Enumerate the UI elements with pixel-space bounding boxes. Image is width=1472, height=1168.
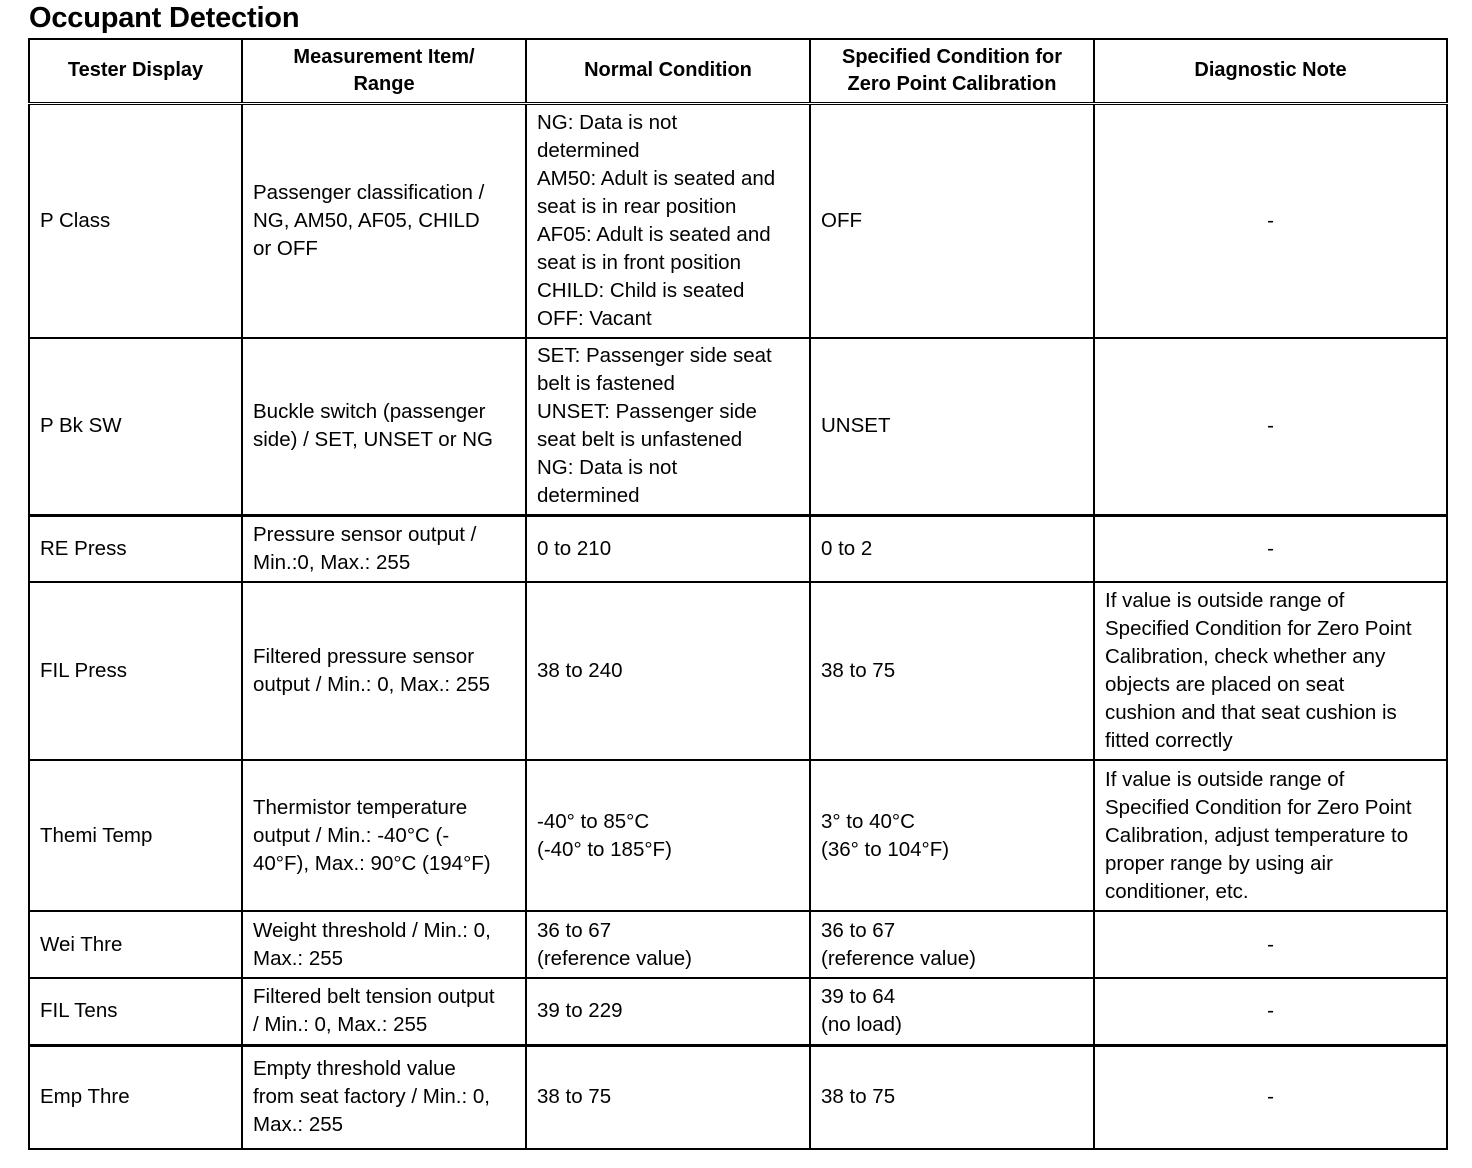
cell-line: Pressure sensor output / xyxy=(253,522,477,546)
cell-line: Buckle switch (passenger xyxy=(253,400,486,424)
cell-normal xyxy=(526,911,810,978)
cell-line: UNSET: Passenger side xyxy=(537,400,757,424)
cell-line: SET: Passenger side seat xyxy=(537,344,772,368)
cell-specified xyxy=(810,911,1094,978)
cell-note xyxy=(1094,582,1447,760)
cell-line: 0 to 210 xyxy=(537,536,612,560)
cell-item xyxy=(242,911,526,978)
cell-line: If value is outside range of xyxy=(1105,767,1345,791)
cell-line: (no load) xyxy=(821,1013,902,1037)
cell-display: FIL Press xyxy=(29,582,242,760)
table-row xyxy=(29,582,1447,760)
cell-note xyxy=(1094,1045,1447,1149)
cell-line: (-40° to 185°F) xyxy=(537,837,672,861)
cell-display: P Bk SW xyxy=(29,338,242,515)
cell-line: 36 to 67 xyxy=(537,918,612,942)
cell-line: - xyxy=(1267,208,1274,232)
cell-item xyxy=(242,1045,526,1149)
cell-line: - xyxy=(1267,1085,1274,1109)
page-title: Occupant Detection xyxy=(29,2,300,34)
cell-item xyxy=(242,338,526,515)
cell-item xyxy=(242,515,526,582)
cell-specified xyxy=(810,760,1094,911)
cell-line: Calibration, check whether any xyxy=(1105,645,1386,668)
cell-line: 3° to 40°C xyxy=(821,809,915,833)
cell-display: P Class xyxy=(29,103,242,338)
table-row xyxy=(29,515,1447,582)
cell-line: - xyxy=(1267,999,1274,1023)
cell-line: - xyxy=(1267,536,1274,560)
cell-line: output / Min.: -40°C (- xyxy=(253,823,450,847)
cell-line: 38 to 240 xyxy=(537,659,623,682)
cell-line: from seat factory / Min.: 0, xyxy=(253,1085,490,1109)
cell-line: cushion and that seat cushion is xyxy=(1105,701,1397,724)
cell-normal xyxy=(526,978,810,1045)
cell-item xyxy=(242,978,526,1045)
cell-line: Max.: 255 xyxy=(253,946,344,970)
cell-line: Thermistor temperature xyxy=(253,795,468,819)
cell-line: -40° to 85°C xyxy=(537,809,650,833)
cell-specified xyxy=(810,978,1094,1045)
cell-line: 38 to 75 xyxy=(821,1085,896,1109)
cell-line: 38 to 75 xyxy=(537,1085,612,1109)
cell-display: Emp Thre xyxy=(29,1045,242,1149)
cell-normal xyxy=(526,760,810,911)
cell-line: NG, AM50, AF05, CHILD xyxy=(253,208,480,232)
header-measurement-item: Measurement Item/ Range xyxy=(242,39,526,103)
cell-line: Calibration, adjust temperature to xyxy=(1105,823,1409,847)
cell-display: FIL Tens xyxy=(29,978,242,1045)
cell-line: seat belt is unfastened xyxy=(537,428,743,452)
occupant-detection-table xyxy=(28,38,1448,1150)
cell-note xyxy=(1094,103,1447,338)
cell-note xyxy=(1094,911,1447,978)
cell-item xyxy=(242,103,526,338)
cell-line: If value is outside range of xyxy=(1105,589,1345,612)
table-row xyxy=(29,338,1447,515)
cell-specified xyxy=(810,103,1094,338)
cell-line: - xyxy=(1267,932,1274,956)
cell-line: / Min.: 0, Max.: 255 xyxy=(253,1013,428,1037)
cell-line: OFF xyxy=(821,208,862,232)
cell-line: NG: Data is not xyxy=(537,110,678,134)
cell-line: (36° to 104°F) xyxy=(821,837,950,861)
cell-line: objects are placed on seat xyxy=(1105,673,1345,696)
table-body xyxy=(29,103,1447,1149)
table-header-row xyxy=(29,39,1447,103)
cell-line: Specified Condition for Zero Point xyxy=(1105,795,1412,819)
table-row xyxy=(29,103,1447,338)
table-row xyxy=(29,1045,1447,1149)
cell-line: Weight threshold / Min.: 0, xyxy=(253,918,491,942)
cell-line: Filtered belt tension output xyxy=(253,985,495,1009)
cell-line: seat is in front position xyxy=(537,250,741,274)
cell-normal xyxy=(526,1045,810,1149)
cell-line: (reference value) xyxy=(537,946,692,970)
cell-note xyxy=(1094,760,1447,911)
cell-line: CHILD: Child is seated xyxy=(537,278,745,302)
cell-specified xyxy=(810,515,1094,582)
cell-line: or OFF xyxy=(253,236,318,260)
cell-line: 36 to 67 xyxy=(821,918,896,942)
header-specified-condition: Specified Condition for Zero Point Calibration xyxy=(810,39,1094,103)
table-row xyxy=(29,911,1447,978)
cell-line: UNSET xyxy=(821,414,891,438)
table-row xyxy=(29,978,1447,1045)
cell-note xyxy=(1094,515,1447,582)
cell-line: determined xyxy=(537,484,640,508)
cell-display: Themi Temp xyxy=(29,760,242,911)
cell-line: 39 to 64 xyxy=(821,985,896,1009)
header-diagnostic-note: Diagnostic Note xyxy=(1094,39,1447,103)
cell-specified xyxy=(810,1045,1094,1149)
cell-line: Min.:0, Max.: 255 xyxy=(253,550,411,574)
cell-line: belt is fastened xyxy=(537,372,675,396)
cell-line: AM50: Adult is seated and xyxy=(537,166,776,190)
cell-line: 0 to 2 xyxy=(821,536,873,560)
cell-normal xyxy=(526,582,810,760)
cell-note xyxy=(1094,338,1447,515)
cell-line: Passenger classification / xyxy=(253,180,485,204)
cell-line: OFF: Vacant xyxy=(537,306,652,330)
cell-line: side) / SET, UNSET or NG xyxy=(253,428,493,452)
cell-note xyxy=(1094,978,1447,1045)
cell-line: Max.: 255 xyxy=(253,1113,344,1137)
cell-line: 40°F), Max.: 90°C (194°F) xyxy=(253,851,491,875)
header-tester-display: Tester Display xyxy=(29,39,242,103)
cell-display: RE Press xyxy=(29,515,242,582)
cell-line: Empty threshold value xyxy=(253,1057,456,1081)
cell-line: 38 to 75 xyxy=(821,659,896,682)
cell-line: NG: Data is not xyxy=(537,456,678,480)
cell-line: AF05: Adult is seated and xyxy=(537,222,771,246)
cell-normal xyxy=(526,338,810,515)
cell-normal xyxy=(526,515,810,582)
cell-line: conditioner, etc. xyxy=(1105,879,1249,903)
cell-line: - xyxy=(1267,414,1274,438)
cell-line: (reference value) xyxy=(821,946,976,970)
cell-item xyxy=(242,760,526,911)
header-normal-condition: Normal Condition xyxy=(526,39,810,103)
cell-display: Wei Thre xyxy=(29,911,242,978)
cell-line: 39 to 229 xyxy=(537,999,623,1023)
cell-specified xyxy=(810,338,1094,515)
cell-line: Filtered pressure sensor xyxy=(253,645,475,668)
cell-line: Specified Condition for Zero Point xyxy=(1105,617,1412,640)
cell-normal xyxy=(526,103,810,338)
cell-line: determined xyxy=(537,138,640,162)
cell-specified xyxy=(810,582,1094,760)
cell-line: output / Min.: 0, Max.: 255 xyxy=(253,673,491,696)
cell-item xyxy=(242,582,526,760)
table-row xyxy=(29,760,1447,911)
cell-line: fitted correctly xyxy=(1105,729,1233,752)
cell-line: seat is in rear position xyxy=(537,194,737,218)
cell-line: proper range by using air xyxy=(1105,851,1333,875)
